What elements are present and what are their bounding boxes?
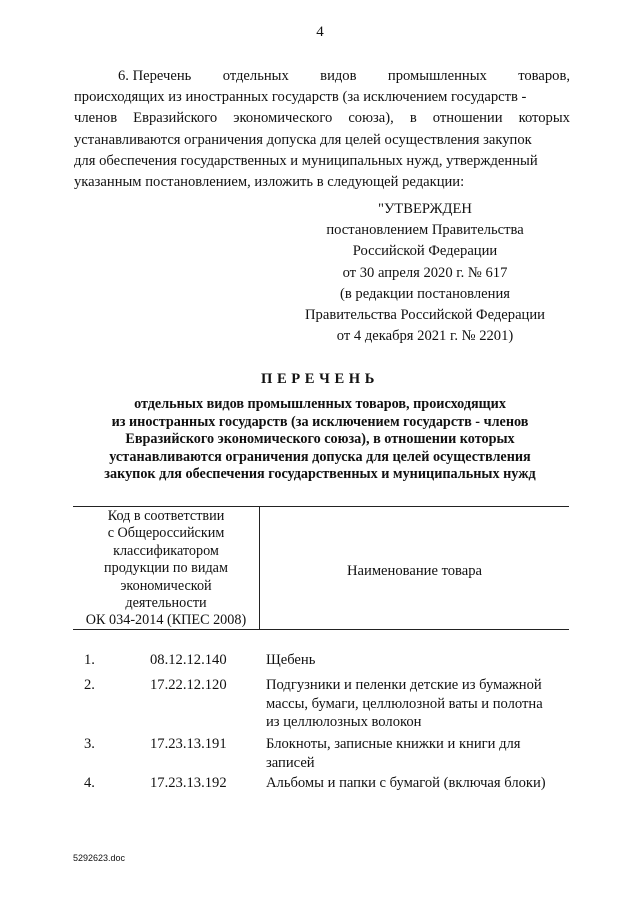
name-line: Щебень	[266, 652, 316, 668]
header-line: ОК 034-2014 (КПЕС 2008)	[85, 612, 247, 629]
subtitle-line: устанавливаются ограничения допуска для целей осуществления	[109, 448, 531, 465]
subtitle-line: отдельных видов промышленных товаров, происходящих	[134, 396, 506, 412]
word: видов	[320, 68, 357, 84]
row-product-name	[266, 774, 566, 793]
row-number: 4.	[84, 775, 95, 791]
row-code: 17.23.13.191	[150, 736, 227, 752]
approval-line: от 30 апреля 2020 г. № 617	[342, 264, 508, 281]
approval-line: Российской Федерации	[352, 243, 498, 260]
name-line: массы, бумаги, целлюлозной ваты и полотна	[266, 695, 543, 712]
word: в	[409, 110, 417, 127]
word: союза),	[348, 110, 394, 127]
row-product-name	[266, 735, 566, 772]
subtitle-line: из иностранных государств (за исключением государств - членов	[111, 413, 529, 430]
row-number: 1.	[84, 652, 95, 668]
word: промышленных	[387, 68, 487, 84]
row-code: 17.22.12.120	[150, 677, 227, 693]
name-line: Блокноты, записные книжки и книги для	[266, 736, 521, 752]
row-code: 08.12.12.140	[150, 652, 227, 668]
name-line: из целлюлозных волокон	[266, 714, 422, 731]
subtitle-line: закупок для обеспечения государственных и муниципальных нужд	[104, 466, 536, 483]
row-product-name	[266, 676, 566, 732]
word: которых	[518, 110, 570, 127]
header-line: экономической	[120, 577, 212, 594]
document-subtitle	[60, 396, 580, 484]
paragraph-line: устанавливаются ограничения допуска для целей осуществления закупок	[74, 131, 532, 148]
word: 6. Перечень	[118, 68, 192, 84]
paragraph-line	[74, 66, 570, 87]
paragraph-line: указанным постановлением, изложить в следующей редакции:	[74, 174, 465, 191]
name-line: Подгузники и пеленки детские из бумажной	[266, 677, 542, 693]
word: товаров,	[518, 68, 570, 84]
header-name-column: Наименование товара	[347, 563, 482, 579]
header-line: Код в соответствии	[107, 508, 225, 524]
approval-line: от 4 декабря 2021 г. № 2201)	[336, 328, 514, 345]
word: членов	[74, 110, 118, 127]
document-id: 5292623.doc	[73, 853, 126, 863]
header-line: продукции по видам	[104, 560, 228, 577]
header-line: деятельности	[125, 595, 207, 612]
amendment-paragraph	[74, 66, 570, 193]
page-number: 4	[316, 24, 324, 40]
word: отношении	[432, 110, 503, 127]
name-line: записей	[266, 754, 315, 771]
approval-line: Правительства Российской Федерации	[305, 307, 545, 324]
header-code-column	[73, 508, 259, 630]
approval-line: постановлением Правительства	[326, 222, 524, 239]
word: Евразийского	[133, 110, 218, 127]
word: отдельных	[222, 68, 289, 84]
header-line: с Общероссийским	[107, 525, 225, 542]
approval-line: (в редакции постановления	[340, 285, 510, 302]
table-header-top-border	[73, 506, 569, 507]
paragraph-line	[74, 108, 570, 129]
name-line: Альбомы и папки с бумагой (включая блоки)	[266, 775, 546, 791]
subtitle-line: Евразийского экономического союза), в отношении которых	[125, 431, 515, 448]
row-number: 3.	[84, 736, 95, 752]
row-number: 2.	[84, 677, 95, 693]
approval-stamp	[305, 199, 545, 347]
paragraph-line: для обеспечения государственных и муниципальных нужд, утвержденный	[74, 152, 538, 169]
word: экономического	[233, 110, 333, 127]
approval-line: "УТВЕРЖДЕН	[378, 201, 472, 217]
header-line: классификатором	[113, 542, 219, 559]
row-product-name	[266, 651, 566, 670]
row-code: 17.23.13.192	[150, 775, 227, 791]
paragraph-line: происходящих из иностранных государств (за исключением государств -	[74, 89, 527, 106]
document-title: ПЕРЕЧЕНЬ	[261, 371, 379, 387]
